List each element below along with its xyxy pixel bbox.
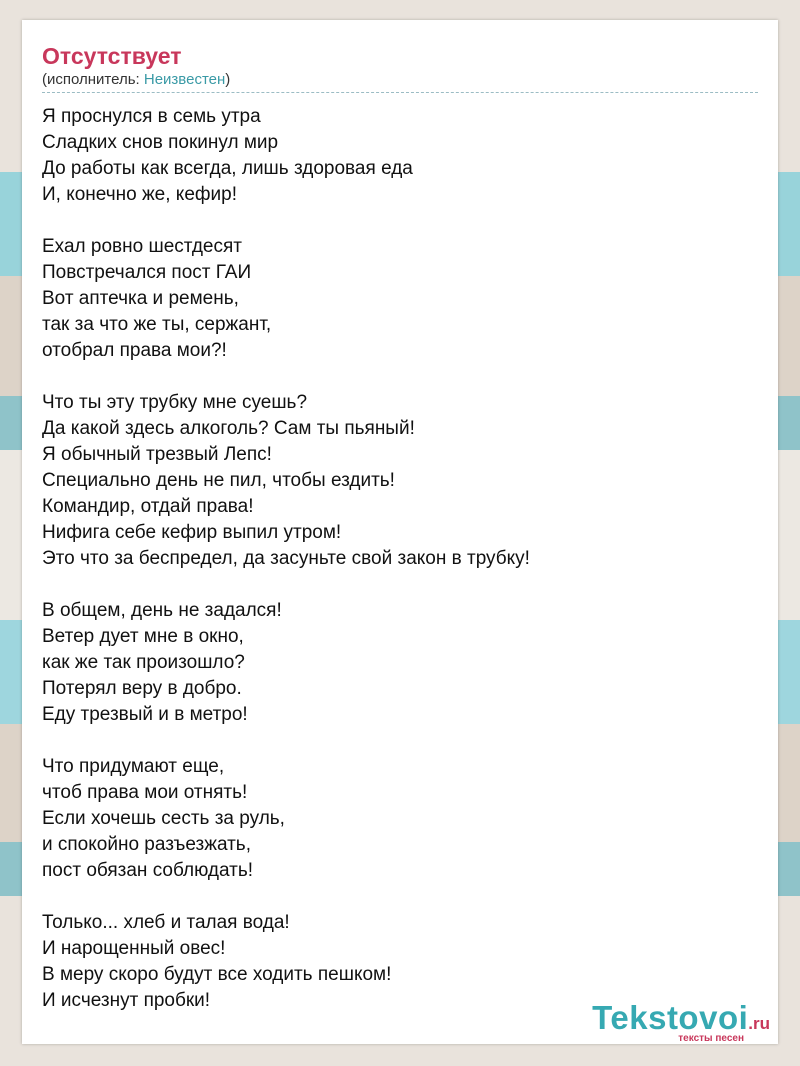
lyric-line: и спокойно разъезжать,: [42, 834, 251, 855]
song-meta: [42, 70, 758, 93]
stanza: [42, 104, 758, 208]
lyric-line: Повстречался пост ГАИ: [42, 262, 252, 283]
stanza: [42, 754, 758, 884]
logo-domain: .ru: [748, 1014, 770, 1033]
lyric-line: И, конечно же, кефир!: [42, 184, 237, 205]
lyric-line: так за что же ты, сержант,: [42, 314, 272, 335]
lyric-line: Ехал ровно шестдесят: [42, 236, 242, 257]
song-header: [42, 42, 758, 93]
lyric-line: Потерял веру в добро.: [42, 678, 242, 699]
lyric-line: Командир, отдай права!: [42, 496, 254, 517]
lyric-line: Ветер дует мне в окно,: [42, 626, 244, 647]
lyric-line: Нифига себе кефир выпил утром!: [42, 522, 342, 543]
lyric-line: Если хочешь сесть за руль,: [42, 808, 285, 829]
stanza: [42, 598, 758, 728]
meta-suffix: ): [225, 71, 231, 88]
site-logo[interactable]: [592, 1001, 770, 1044]
stanza: [42, 234, 758, 364]
meta-prefix: (исполнитель:: [42, 71, 144, 88]
lyric-line: В меру скоро будут все ходить пешком!: [42, 964, 392, 985]
lyric-line: отобрал права мои?!: [42, 340, 227, 361]
lyric-line: Я обычный трезвый Лепс!: [42, 444, 272, 465]
lyric-line: До работы как всегда, лишь здоровая еда: [42, 158, 413, 179]
stanza: [42, 390, 758, 572]
logo-tagline: тексты песен: [678, 1033, 744, 1044]
lyric-line: Сладких снов покинул мир: [42, 132, 279, 153]
lyric-line: Это что за беспредел, да засуньте свой закон в трубку!: [42, 548, 530, 569]
lyric-line: Я проснулся в семь утра: [42, 106, 261, 127]
lyrics-body: [42, 104, 758, 1040]
lyric-line: как же так произошло?: [42, 652, 245, 673]
lyrics-sheet: [22, 20, 778, 1044]
lyric-line: Что придумают еще,: [42, 756, 225, 777]
lyric-line: Да какой здесь алкоголь? Сам ты пьяный!: [42, 418, 415, 439]
logo-wordmark: Tekstovoi: [592, 999, 749, 1036]
lyric-line: Специально день не пил, чтобы ездить!: [42, 470, 395, 491]
artist-link[interactable]: Неизвестен: [143, 71, 226, 88]
lyric-line: И исчезнут пробки!: [42, 990, 211, 1011]
lyric-line: Что ты эту трубку мне суешь?: [42, 392, 308, 413]
song-title: Отсутствует: [42, 43, 182, 69]
lyric-line: Вот аптечка и ремень,: [42, 288, 239, 309]
lyric-line: Еду трезвый и в метро!: [42, 704, 248, 725]
lyric-line: пост обязан соблюдать!: [42, 860, 254, 881]
lyric-line: В общем, день не задался!: [42, 600, 282, 621]
lyric-line: чтоб права мои отнять!: [42, 782, 248, 803]
lyric-line: И нарощенный овес!: [42, 938, 226, 959]
lyric-line: Только... хлеб и талая вода!: [42, 912, 290, 933]
